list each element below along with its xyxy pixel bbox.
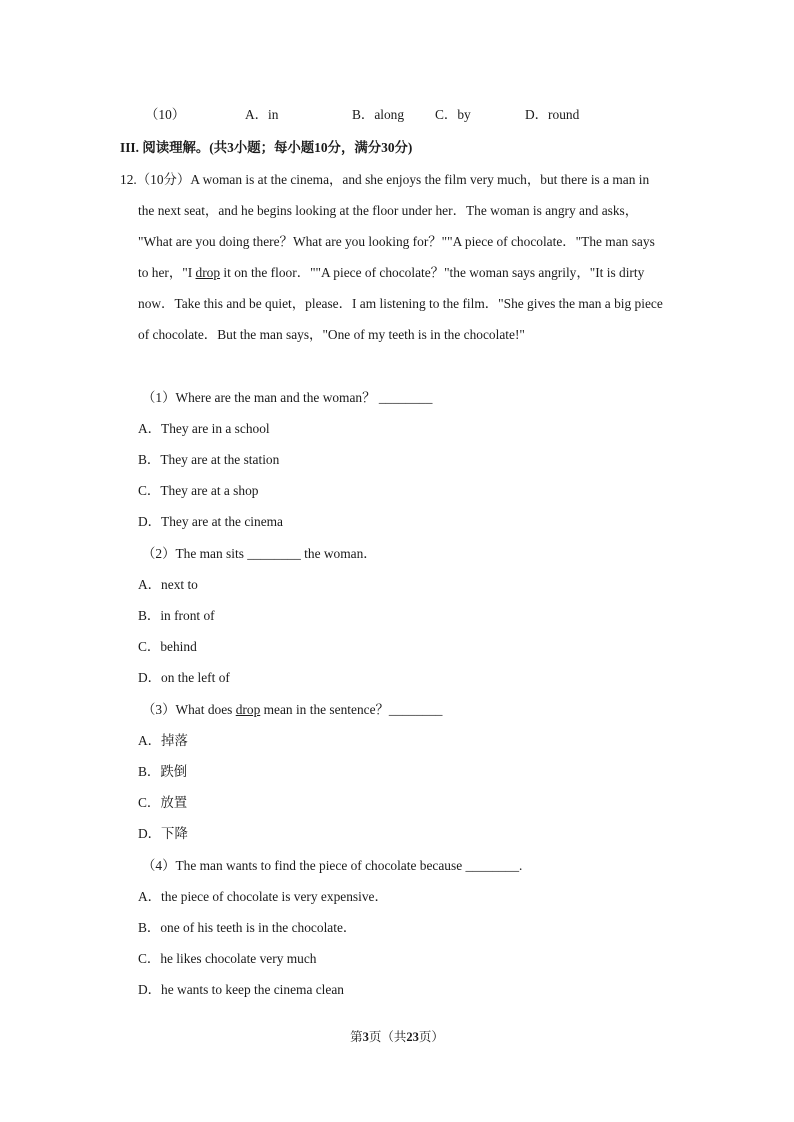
- passage-line-4-post: it on the floor．""A piece of chocolate？"the woman says angrily，"It is dirty: [220, 265, 645, 280]
- footer-post: 页）: [418, 1030, 444, 1044]
- question-2-option-c: C．behind: [138, 639, 197, 654]
- prev-option-a: A．in: [245, 107, 279, 122]
- question-2-option-d: D．on the left of: [138, 670, 230, 685]
- question-3-option-c: C．放置: [138, 795, 188, 810]
- passage-text-1: A woman is at the cinema，and she enjoys the film very much，but there is a man in: [190, 172, 650, 187]
- passage-line-1: [120, 171, 649, 189]
- question-lead: 12.（10分）: [120, 172, 191, 187]
- question-3-option-d: D．下降: [138, 826, 188, 841]
- prev-question-number: （10）: [145, 107, 186, 122]
- question-4-option-a: A．the piece of chocolate is very expensive．: [138, 889, 388, 904]
- question-2-option-a: A．next to: [138, 577, 198, 592]
- question-2-option-b: B．in front of: [138, 608, 215, 623]
- prev-option-d: D．round: [525, 107, 580, 122]
- question-1-option-c: C．They are at a shop: [138, 483, 259, 498]
- passage-line-6: of chocolate．But the man says，"One of my teeth is in the chocolate!": [138, 327, 525, 342]
- footer-page-number: 3: [362, 1030, 369, 1044]
- passage-line-4: [138, 264, 644, 282]
- prev-option-c: C．by: [435, 107, 471, 122]
- question-2-stem: （2）The man sits ________ the woman．: [142, 546, 377, 561]
- question-4-option-b: B．one of his teeth is in the chocolate．: [138, 920, 357, 935]
- question-1-option-d: D．They are at the cinema: [138, 514, 283, 529]
- question-3-stem: [142, 701, 442, 719]
- question-4-stem: （4）The man wants to find the piece of chocolate because ________.: [142, 858, 523, 873]
- question-1-option-a: A．They are in a school: [138, 421, 270, 436]
- prev-option-b: B．along: [352, 107, 405, 122]
- footer-pre: 第: [350, 1030, 363, 1044]
- question-3-option-a: A．掉落: [138, 733, 188, 748]
- question-3-stem-post: mean in the sentence？________: [260, 702, 443, 717]
- question-1-stem: （1）Where are the man and the woman？ ________: [142, 390, 433, 405]
- section-title: III. 阅读理解。(共3小题；每小题10分，满分30分): [120, 140, 413, 155]
- footer-total-pages: 23: [406, 1030, 419, 1044]
- question-3-underlined-drop: drop: [235, 702, 261, 717]
- question-3-stem-pre: （3）What does: [142, 702, 236, 717]
- question-4-option-c: C．he likes chocolate very much: [138, 951, 317, 966]
- underlined-word-drop: drop: [195, 265, 221, 280]
- passage-line-2: the next seat，and he begins looking at the floor under her．The woman is angry and asks，: [138, 203, 639, 218]
- passage-line-4-pre: to her，"I: [138, 265, 196, 280]
- passage-line-5: now．Take this and be quiet，please．I am listening to the film．"She gives the man a big piece: [138, 296, 663, 311]
- question-3-option-b: B．跌倒: [138, 764, 188, 779]
- question-4-option-d: D．he wants to keep the cinema clean: [138, 982, 344, 997]
- page-footer: [0, 1027, 794, 1045]
- footer-mid: 页（共: [368, 1030, 407, 1044]
- question-1-option-b: B．They are at the station: [138, 452, 280, 467]
- passage-line-3: "What are you doing there？What are you looking for？""A piece of chocolate．"The man says: [138, 234, 655, 249]
